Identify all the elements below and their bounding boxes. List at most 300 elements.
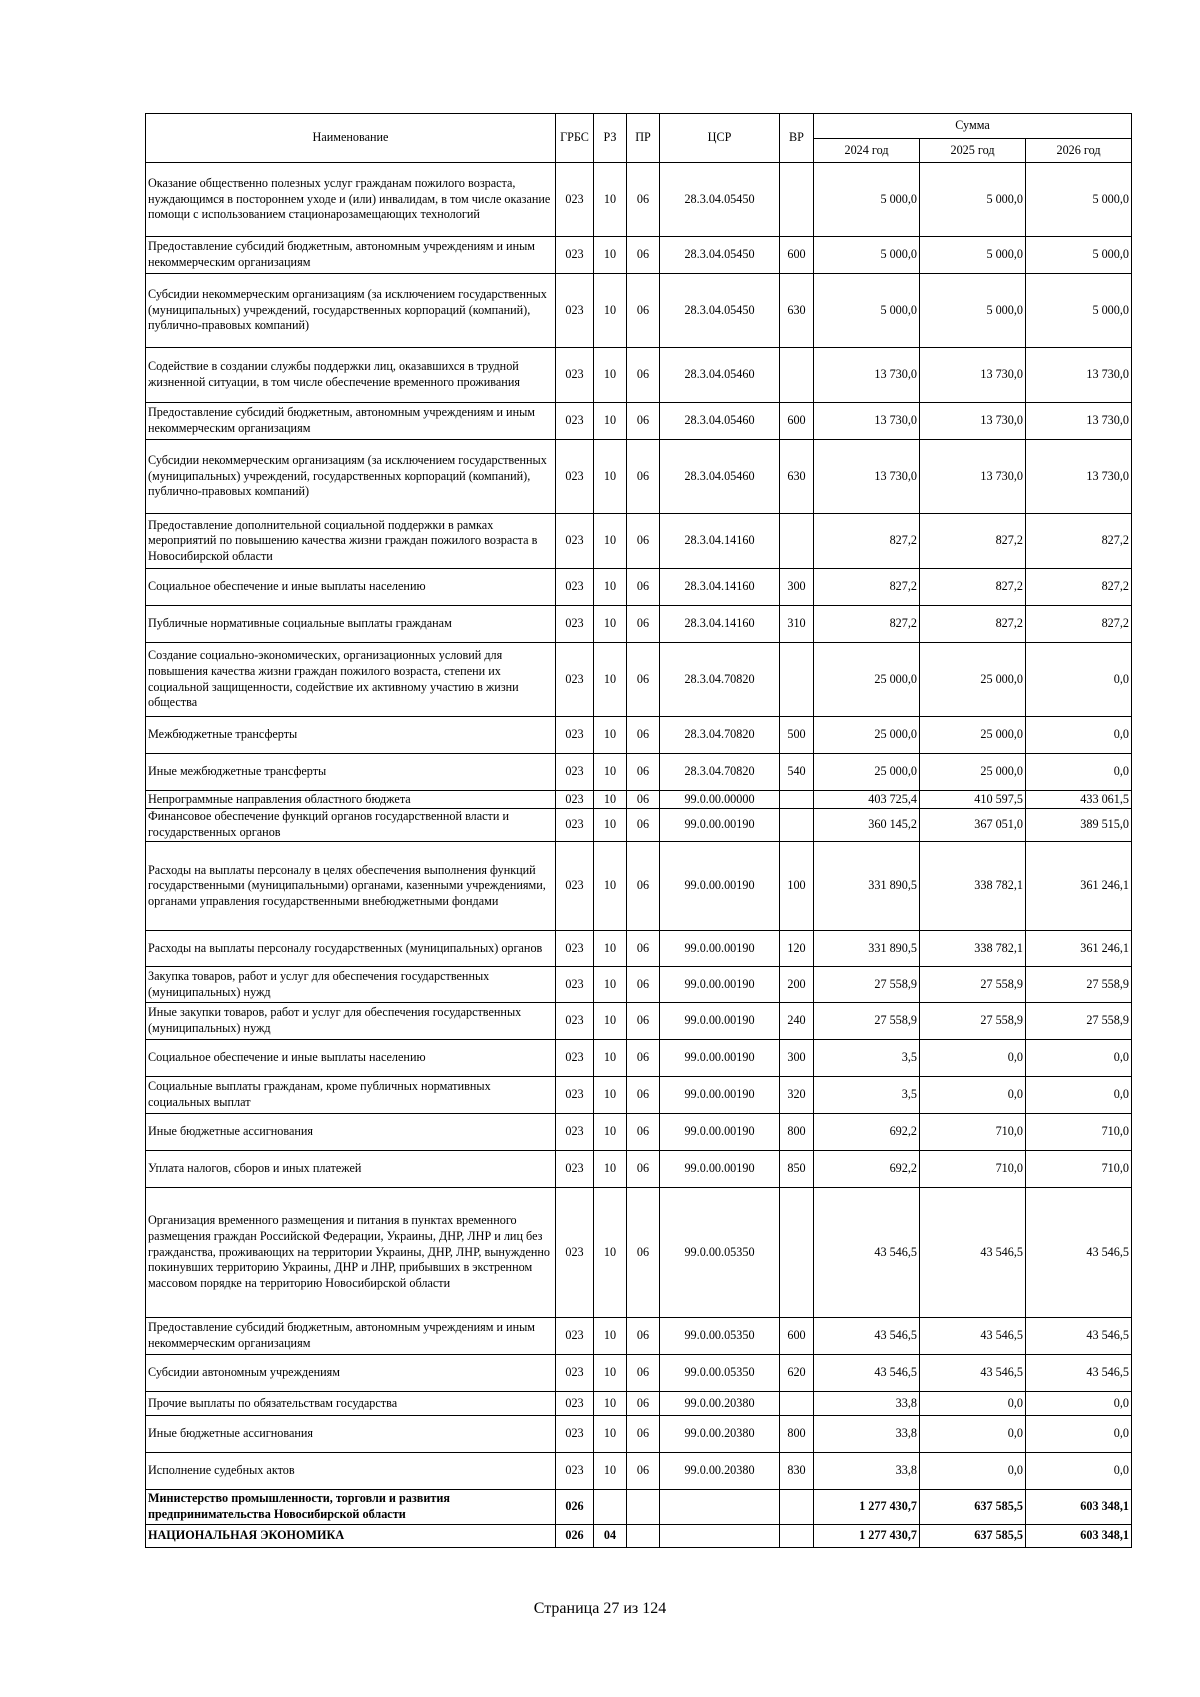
table-row [146,1392,1132,1416]
row-vr-cell: 320 [780,1077,814,1114]
row-rz-cell: 10 [594,237,627,274]
row-2024-cell: 33,8 [814,1392,920,1416]
table-row [146,1525,1132,1548]
row-vr-cell [780,514,814,569]
row-vr-cell: 630 [780,440,814,514]
row-pr-cell: 06 [627,569,660,606]
table-row [146,842,1132,931]
row-2025-cell: 0,0 [920,1453,1026,1490]
row-2024-cell: 827,2 [814,569,920,606]
row-rz-cell: 10 [594,931,627,967]
row-grbs-cell: 023 [556,606,594,643]
row-vr-cell [780,1490,814,1525]
row-name-cell: Социальные выплаты гражданам, кроме публичных нормативных социальных выплат [146,1077,556,1114]
row-2025-cell: 0,0 [920,1392,1026,1416]
row-2025-cell: 827,2 [920,569,1026,606]
row-grbs-cell: 023 [556,1453,594,1490]
row-name-cell: Предоставление субсидий бюджетным, автономным учреждениям и иным некоммерческим организациям [146,403,556,440]
row-2024-cell: 43 546,5 [814,1318,920,1355]
row-2024-cell: 827,2 [814,514,920,569]
row-csr-cell: 99.0.00.00000 [660,791,780,809]
row-vr-cell: 630 [780,274,814,348]
row-grbs-cell: 023 [556,842,594,931]
row-grbs-cell: 023 [556,791,594,809]
table-row [146,1114,1132,1151]
table-row [146,514,1132,569]
table-row [146,569,1132,606]
row-csr-cell: 28.3.04.70820 [660,643,780,717]
row-2026-cell: 710,0 [1026,1114,1132,1151]
row-2025-cell: 410 597,5 [920,791,1026,809]
row-vr-cell [780,1188,814,1318]
row-name-cell: Социальное обеспечение и иные выплаты населению [146,1040,556,1077]
row-vr-cell: 200 [780,967,814,1003]
table-row [146,791,1132,809]
row-rz-cell: 10 [594,1318,627,1355]
row-2026-cell: 27 558,9 [1026,967,1132,1003]
row-pr-cell: 06 [627,403,660,440]
row-2026-cell: 0,0 [1026,643,1132,717]
row-grbs-cell: 026 [556,1490,594,1525]
row-csr-cell: 28.3.04.70820 [660,754,780,791]
row-pr-cell: 06 [627,1077,660,1114]
row-rz-cell [594,1490,627,1525]
row-csr-cell [660,1525,780,1548]
row-pr-cell: 06 [627,809,660,842]
table-row [146,403,1132,440]
row-2025-cell: 13 730,0 [920,348,1026,403]
table-row [146,440,1132,514]
row-name-cell: Предоставление субсидий бюджетным, автономным учреждениям и иным некоммерческим организациям [146,1318,556,1355]
table-row [146,1490,1132,1525]
row-2024-cell: 43 546,5 [814,1188,920,1318]
table-row [146,754,1132,791]
row-rz-cell: 10 [594,1003,627,1040]
row-csr-cell: 99.0.00.05350 [660,1188,780,1318]
row-2025-cell: 827,2 [920,514,1026,569]
table-row [146,1355,1132,1392]
table-row [146,1188,1132,1318]
row-rz-cell: 10 [594,163,627,237]
row-2026-cell: 603 348,1 [1026,1490,1132,1525]
row-2024-cell: 27 558,9 [814,967,920,1003]
row-2024-cell: 692,2 [814,1151,920,1188]
row-pr-cell: 06 [627,606,660,643]
header-csr: ЦСР [660,114,780,163]
table-row [146,1040,1132,1077]
row-2024-cell: 1 277 430,7 [814,1525,920,1548]
row-grbs-cell: 023 [556,809,594,842]
table-row [146,274,1132,348]
row-name-cell: Создание социально-экономических, организационных условий для повышения качества жизни граждан пожилого возраста, степени их социальной защищенности, содействие их активному участию в жизни общества [146,643,556,717]
row-rz-cell: 10 [594,1392,627,1416]
table-row [146,1077,1132,1114]
row-pr-cell: 06 [627,1318,660,1355]
row-pr-cell: 06 [627,1355,660,1392]
row-2026-cell: 0,0 [1026,1040,1132,1077]
table-row [146,643,1132,717]
table-row [146,1151,1132,1188]
row-vr-cell: 300 [780,1040,814,1077]
table-row [146,163,1132,237]
row-pr-cell: 06 [627,440,660,514]
row-csr-cell: 28.3.04.14160 [660,514,780,569]
row-name-cell: Предоставление дополнительной социальной поддержки в рамках мероприятий по повышению качества жизни граждан пожилого возраста в Новосибирской области [146,514,556,569]
row-name-cell: Финансовое обеспечение функций органов государственной власти и государственных органов [146,809,556,842]
row-rz-cell: 10 [594,1188,627,1318]
row-pr-cell: 06 [627,163,660,237]
row-pr-cell: 06 [627,1392,660,1416]
row-2026-cell: 0,0 [1026,1077,1132,1114]
row-grbs-cell: 023 [556,1003,594,1040]
row-name-cell: НАЦИОНАЛЬНАЯ ЭКОНОМИКА [146,1525,556,1548]
row-2026-cell: 433 061,5 [1026,791,1132,809]
row-2025-cell: 13 730,0 [920,440,1026,514]
row-pr-cell: 06 [627,237,660,274]
row-csr-cell: 28.3.04.05450 [660,163,780,237]
row-rz-cell: 10 [594,1114,627,1151]
row-2025-cell: 637 585,5 [920,1525,1026,1548]
row-pr-cell: 06 [627,754,660,791]
row-2026-cell: 827,2 [1026,569,1132,606]
row-2026-cell: 5 000,0 [1026,237,1132,274]
row-csr-cell: 99.0.00.00190 [660,1151,780,1188]
row-vr-cell: 620 [780,1355,814,1392]
row-2026-cell: 0,0 [1026,717,1132,754]
row-vr-cell: 800 [780,1114,814,1151]
row-rz-cell: 10 [594,1453,627,1490]
row-grbs-cell: 023 [556,754,594,791]
row-vr-cell: 600 [780,1318,814,1355]
row-csr-cell: 99.0.00.00190 [660,1040,780,1077]
row-name-cell: Уплата налогов, сборов и иных платежей [146,1151,556,1188]
row-2026-cell: 827,2 [1026,606,1132,643]
row-name-cell: Расходы на выплаты персоналу государственных (муниципальных) органов [146,931,556,967]
row-2025-cell: 43 546,5 [920,1188,1026,1318]
row-name-cell: Иные бюджетные ассигнования [146,1114,556,1151]
row-rz-cell: 10 [594,440,627,514]
row-2025-cell: 43 546,5 [920,1355,1026,1392]
row-pr-cell: 06 [627,514,660,569]
table-row [146,809,1132,842]
row-name-cell: Предоставление субсидий бюджетным, автономным учреждениям и иным некоммерческим организациям [146,237,556,274]
row-grbs-cell: 023 [556,403,594,440]
row-2024-cell: 692,2 [814,1114,920,1151]
row-name-cell: Оказание общественно полезных услуг гражданам пожилого возраста, нуждающимся в постороннем уходе и (или) инвалидам, в том числе оказание помощи с использованием стационарозамещающих технологий [146,163,556,237]
row-2025-cell: 637 585,5 [920,1490,1026,1525]
table-row [146,348,1132,403]
row-grbs-cell: 023 [556,1040,594,1077]
row-2026-cell: 13 730,0 [1026,403,1132,440]
row-rz-cell: 10 [594,754,627,791]
row-2025-cell: 13 730,0 [920,403,1026,440]
row-csr-cell: 99.0.00.00190 [660,967,780,1003]
row-vr-cell: 100 [780,842,814,931]
row-vr-cell: 850 [780,1151,814,1188]
row-2025-cell: 0,0 [920,1416,1026,1453]
row-vr-cell: 310 [780,606,814,643]
header-rz: РЗ [594,114,627,163]
row-vr-cell [780,163,814,237]
row-grbs-cell: 023 [556,643,594,717]
row-grbs-cell: 023 [556,967,594,1003]
row-2024-cell: 5 000,0 [814,274,920,348]
row-2026-cell: 361 246,1 [1026,931,1132,967]
row-2026-cell: 361 246,1 [1026,842,1132,931]
row-2026-cell: 43 546,5 [1026,1355,1132,1392]
row-2026-cell: 827,2 [1026,514,1132,569]
row-name-cell: Иные межбюджетные трансферты [146,754,556,791]
row-2024-cell: 360 145,2 [814,809,920,842]
row-csr-cell [660,1490,780,1525]
row-csr-cell: 99.0.00.00190 [660,1003,780,1040]
row-csr-cell: 28.3.04.70820 [660,717,780,754]
header-grbs: ГРБС [556,114,594,163]
row-vr-cell [780,348,814,403]
row-vr-cell: 240 [780,1003,814,1040]
row-2024-cell: 25 000,0 [814,754,920,791]
row-name-cell: Субсидии автономным учреждениям [146,1355,556,1392]
row-vr-cell: 120 [780,931,814,967]
row-2026-cell: 5 000,0 [1026,274,1132,348]
row-pr-cell: 06 [627,348,660,403]
row-pr-cell: 06 [627,1188,660,1318]
row-pr-cell: 06 [627,1453,660,1490]
row-2026-cell: 0,0 [1026,1416,1132,1453]
row-pr-cell: 06 [627,791,660,809]
row-name-cell: Непрограммные направления областного бюджета [146,791,556,809]
row-2024-cell: 331 890,5 [814,931,920,967]
row-2026-cell: 43 546,5 [1026,1188,1132,1318]
page-number: Страница 27 из 124 [533,1600,667,1617]
row-pr-cell: 06 [627,1114,660,1151]
header-2026: 2026 год [1026,139,1132,163]
row-2025-cell: 0,0 [920,1040,1026,1077]
row-vr-cell [780,1392,814,1416]
row-csr-cell: 99.0.00.00190 [660,809,780,842]
row-csr-cell: 99.0.00.00190 [660,1114,780,1151]
row-pr-cell: 06 [627,1151,660,1188]
row-vr-cell [780,643,814,717]
row-csr-cell: 28.3.04.05460 [660,348,780,403]
row-pr-cell: 06 [627,931,660,967]
row-pr-cell: 06 [627,1003,660,1040]
row-2024-cell: 5 000,0 [814,237,920,274]
row-2026-cell: 0,0 [1026,1392,1132,1416]
row-2026-cell: 603 348,1 [1026,1525,1132,1548]
row-csr-cell: 99.0.00.05350 [660,1355,780,1392]
table-row [146,237,1132,274]
row-2025-cell: 25 000,0 [920,643,1026,717]
row-rz-cell: 10 [594,967,627,1003]
row-2024-cell: 33,8 [814,1453,920,1490]
row-name-cell: Исполнение судебных актов [146,1453,556,1490]
row-grbs-cell: 023 [556,1392,594,1416]
row-vr-cell: 500 [780,717,814,754]
row-vr-cell [780,809,814,842]
row-pr-cell [627,1490,660,1525]
row-grbs-cell: 023 [556,274,594,348]
row-grbs-cell: 023 [556,1318,594,1355]
row-rz-cell: 10 [594,1151,627,1188]
row-rz-cell: 10 [594,1355,627,1392]
row-csr-cell: 99.0.00.05350 [660,1318,780,1355]
row-pr-cell [627,1525,660,1548]
row-2025-cell: 5 000,0 [920,163,1026,237]
budget-table [145,113,1132,1548]
row-2025-cell: 27 558,9 [920,1003,1026,1040]
row-2025-cell: 5 000,0 [920,274,1026,348]
row-vr-cell: 600 [780,237,814,274]
row-name-cell: Субсидии некоммерческим организациям (за исключением государственных (муниципальных) учреждений, государственных корпораций (компаний), публично-правовых компаний) [146,440,556,514]
row-2024-cell: 25 000,0 [814,643,920,717]
row-name-cell: Публичные нормативные социальные выплаты гражданам [146,606,556,643]
row-grbs-cell: 023 [556,514,594,569]
header-pr: ПР [627,114,660,163]
row-2025-cell: 5 000,0 [920,237,1026,274]
row-rz-cell: 10 [594,569,627,606]
table-row [146,717,1132,754]
row-pr-cell: 06 [627,274,660,348]
row-rz-cell: 10 [594,403,627,440]
row-rz-cell: 10 [594,1077,627,1114]
row-2025-cell: 338 782,1 [920,842,1026,931]
row-grbs-cell: 023 [556,717,594,754]
row-csr-cell: 28.3.04.05460 [660,440,780,514]
row-2024-cell: 331 890,5 [814,842,920,931]
table-row [146,606,1132,643]
row-csr-cell: 28.3.04.14160 [660,606,780,643]
row-vr-cell [780,1525,814,1548]
row-2024-cell: 27 558,9 [814,1003,920,1040]
row-csr-cell: 28.3.04.05450 [660,274,780,348]
row-grbs-cell: 023 [556,1114,594,1151]
row-pr-cell: 06 [627,1416,660,1453]
table-row [146,967,1132,1003]
row-2024-cell: 43 546,5 [814,1355,920,1392]
row-2025-cell: 0,0 [920,1077,1026,1114]
row-csr-cell: 28.3.04.05450 [660,237,780,274]
row-2024-cell: 13 730,0 [814,440,920,514]
row-pr-cell: 06 [627,717,660,754]
row-name-cell: Прочие выплаты по обязательствам государства [146,1392,556,1416]
row-name-cell: Межбюджетные трансферты [146,717,556,754]
row-2024-cell: 1 277 430,7 [814,1490,920,1525]
row-grbs-cell: 026 [556,1525,594,1548]
row-name-cell: Закупка товаров, работ и услуг для обеспечения государственных (муниципальных) нужд [146,967,556,1003]
row-csr-cell: 99.0.00.20380 [660,1453,780,1490]
row-name-cell: Организация временного размещения и питания в пунктах временного размещения граждан Российской Федерации, Украины, ДНР, ЛНР и лиц без гражданства, проживающих на территории Украины, ДНР, ЛНР, вынужденно покинувших территорию Украины, ДНР и ЛНР, прибывших в экстренном массовом порядке на территорию Новосибирской области [146,1188,556,1318]
row-rz-cell: 10 [594,809,627,842]
row-grbs-cell: 023 [556,163,594,237]
row-2024-cell: 403 725,4 [814,791,920,809]
row-2024-cell: 3,5 [814,1077,920,1114]
row-2026-cell: 5 000,0 [1026,163,1132,237]
row-2025-cell: 827,2 [920,606,1026,643]
row-pr-cell: 06 [627,643,660,717]
row-2025-cell: 367 051,0 [920,809,1026,842]
header-2024: 2024 год [814,139,920,163]
table-row [146,1003,1132,1040]
row-csr-cell: 28.3.04.05460 [660,403,780,440]
table-row [146,1453,1132,1490]
row-2024-cell: 827,2 [814,606,920,643]
row-csr-cell: 28.3.04.14160 [660,569,780,606]
row-vr-cell: 600 [780,403,814,440]
row-2026-cell: 13 730,0 [1026,440,1132,514]
row-grbs-cell: 023 [556,1151,594,1188]
row-rz-cell: 04 [594,1525,627,1548]
row-pr-cell: 06 [627,967,660,1003]
row-2026-cell: 0,0 [1026,754,1132,791]
row-rz-cell: 10 [594,1416,627,1453]
row-csr-cell: 99.0.00.00190 [660,1077,780,1114]
row-2025-cell: 710,0 [920,1114,1026,1151]
row-name-cell: Содействие в создании службы поддержки лиц, оказавшихся в трудной жизненной ситуации, в том числе обеспечение временного проживания [146,348,556,403]
row-rz-cell: 10 [594,643,627,717]
row-rz-cell: 10 [594,842,627,931]
row-2026-cell: 27 558,9 [1026,1003,1132,1040]
row-vr-cell: 540 [780,754,814,791]
row-2024-cell: 13 730,0 [814,403,920,440]
row-rz-cell: 10 [594,606,627,643]
row-2026-cell: 13 730,0 [1026,348,1132,403]
row-vr-cell: 830 [780,1453,814,1490]
row-grbs-cell: 023 [556,348,594,403]
row-2024-cell: 33,8 [814,1416,920,1453]
row-grbs-cell: 023 [556,237,594,274]
row-grbs-cell: 023 [556,1355,594,1392]
row-name-cell: Субсидии некоммерческим организациям (за исключением государственных (муниципальных) учреждений, государственных корпораций (компаний), публично-правовых компаний) [146,274,556,348]
table-row [146,1416,1132,1453]
row-name-cell: Иные бюджетные ассигнования [146,1416,556,1453]
row-name-cell: Расходы на выплаты персоналу в целях обеспечения выполнения функций государственными (муниципальными) органами, казенными учреждениями, органами управления государственными внебюджетными фондами [146,842,556,931]
row-grbs-cell: 023 [556,569,594,606]
row-csr-cell: 99.0.00.00190 [660,842,780,931]
row-rz-cell: 10 [594,791,627,809]
row-csr-cell: 99.0.00.20380 [660,1416,780,1453]
row-2024-cell: 5 000,0 [814,163,920,237]
row-vr-cell: 300 [780,569,814,606]
row-grbs-cell: 023 [556,931,594,967]
row-name-cell: Иные закупки товаров, работ и услуг для обеспечения государственных (муниципальных) нужд [146,1003,556,1040]
row-2025-cell: 338 782,1 [920,931,1026,967]
row-csr-cell: 99.0.00.00190 [660,931,780,967]
row-2025-cell: 25 000,0 [920,717,1026,754]
header-name: Наименование [146,114,556,163]
row-2026-cell: 43 546,5 [1026,1318,1132,1355]
header-vr: ВР [780,114,814,163]
row-2026-cell: 710,0 [1026,1151,1132,1188]
row-vr-cell: 800 [780,1416,814,1453]
row-rz-cell: 10 [594,348,627,403]
row-2025-cell: 710,0 [920,1151,1026,1188]
row-2025-cell: 43 546,5 [920,1318,1026,1355]
row-2024-cell: 25 000,0 [814,717,920,754]
row-rz-cell: 10 [594,514,627,569]
row-2026-cell: 0,0 [1026,1453,1132,1490]
header-sum: Сумма [814,114,1132,139]
row-name-cell: Министерство промышленности, торговли и развития предпринимательства Новосибирской области [146,1490,556,1525]
row-grbs-cell: 023 [556,440,594,514]
row-2024-cell: 3,5 [814,1040,920,1077]
table-body [146,163,1132,1548]
table-row [146,1318,1132,1355]
table-row [146,931,1132,967]
row-pr-cell: 06 [627,1040,660,1077]
row-grbs-cell: 023 [556,1416,594,1453]
row-grbs-cell: 023 [556,1077,594,1114]
